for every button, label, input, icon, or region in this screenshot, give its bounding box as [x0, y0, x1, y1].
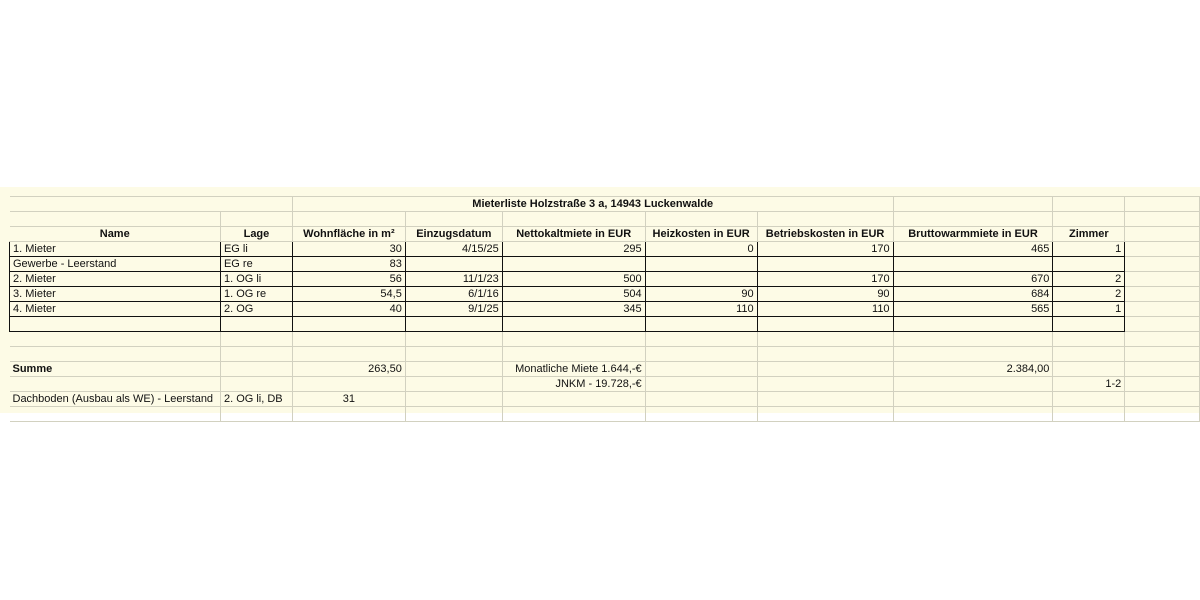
header-einzug[interactable]: Einzugsdatum	[405, 227, 502, 242]
cell-brutto[interactable]	[893, 257, 1053, 272]
summary-wohnflaeche[interactable]: 263,50	[292, 362, 405, 377]
empty-row	[10, 407, 1200, 422]
tenant-table	[9, 196, 1200, 422]
cell-netto[interactable]	[502, 257, 645, 272]
cell-wohnflaeche[interactable]: 56	[292, 272, 405, 287]
cell-einzug[interactable]: 9/1/25	[405, 302, 502, 317]
cell-name[interactable]: 4. Mieter	[10, 302, 221, 317]
cell-wohnflaeche[interactable]: 54,5	[292, 287, 405, 302]
spreadsheet-area	[0, 187, 1200, 413]
cell-einzug[interactable]	[405, 257, 502, 272]
cell-zimmer[interactable]: 1	[1053, 242, 1125, 257]
empty-row	[10, 347, 1200, 362]
cell-heiz[interactable]	[645, 272, 757, 287]
cell-einzug[interactable]: 4/15/25	[405, 242, 502, 257]
cell-zimmer[interactable]: 2	[1053, 272, 1125, 287]
sheet-title[interactable]: Mieterliste Holzstraße 3 a, 14943 Luckenwalde	[292, 197, 893, 212]
cell-betrieb[interactable]	[757, 257, 893, 272]
summary-jnkm[interactable]: JNKM - 19.728,-€	[502, 377, 645, 392]
header-brutto[interactable]: Bruttowarmmiete in EUR	[893, 227, 1053, 242]
header-zimmer[interactable]: Zimmer	[1053, 227, 1125, 242]
summary-brutto[interactable]: 2.384,00	[893, 362, 1053, 377]
cell-lage[interactable]: EG li	[220, 242, 292, 257]
cell-lage[interactable]: 1. OG re	[220, 287, 292, 302]
table-row	[10, 287, 1200, 302]
cell-netto[interactable]: 345	[502, 302, 645, 317]
cell-zimmer[interactable]	[1053, 257, 1125, 272]
title-row	[10, 197, 1200, 212]
cell-lage[interactable]: 1. OG li	[220, 272, 292, 287]
header-wohnflaeche[interactable]: Wohnfläche in m²	[292, 227, 405, 242]
cell-betrieb[interactable]: 90	[757, 287, 893, 302]
table-row	[10, 272, 1200, 287]
cell-netto[interactable]: 295	[502, 242, 645, 257]
cell-netto[interactable]: 504	[502, 287, 645, 302]
cell-name[interactable]: 3. Mieter	[10, 287, 221, 302]
table-row	[10, 317, 1200, 332]
summary-monthly-rent[interactable]: Monatliche Miete 1.644,-€	[502, 362, 645, 377]
jnkm-row	[10, 377, 1200, 392]
cell-betrieb[interactable]: 170	[757, 272, 893, 287]
empty-row	[10, 332, 1200, 347]
attic-name[interactable]: Dachboden (Ausbau als WE) - Leerstand	[10, 392, 221, 407]
cell-einzug[interactable]: 11/1/23	[405, 272, 502, 287]
empty-row	[10, 212, 1200, 227]
summary-zimmer[interactable]: 1-2	[1053, 377, 1125, 392]
cell-betrieb[interactable]: 110	[757, 302, 893, 317]
table-row	[10, 302, 1200, 317]
table-row	[10, 257, 1200, 272]
cell-einzug[interactable]: 6/1/16	[405, 287, 502, 302]
header-lage[interactable]: Lage	[220, 227, 292, 242]
cell-brutto[interactable]: 565	[893, 302, 1053, 317]
cell-name[interactable]: 1. Mieter	[10, 242, 221, 257]
attic-lage[interactable]: 2. OG li, DB	[220, 392, 292, 407]
cell-lage[interactable]: EG re	[220, 257, 292, 272]
cell-heiz[interactable]: 0	[645, 242, 757, 257]
summary-label[interactable]: Summe	[10, 362, 221, 377]
cell-netto[interactable]: 500	[502, 272, 645, 287]
cell-heiz[interactable]: 90	[645, 287, 757, 302]
cell-brutto[interactable]: 684	[893, 287, 1053, 302]
summary-row	[10, 362, 1200, 377]
header-netto[interactable]: Nettokaltmiete in EUR	[502, 227, 645, 242]
cell-name[interactable]: 2. Mieter	[10, 272, 221, 287]
attic-row	[10, 392, 1200, 407]
cell-brutto[interactable]: 465	[893, 242, 1053, 257]
table-row	[10, 242, 1200, 257]
cell-betrieb[interactable]: 170	[757, 242, 893, 257]
cell-wohnflaeche[interactable]: 30	[292, 242, 405, 257]
cell-wohnflaeche[interactable]: 40	[292, 302, 405, 317]
cell-wohnflaeche[interactable]: 83	[292, 257, 405, 272]
header-row	[10, 227, 1200, 242]
header-heiz[interactable]: Heizkosten in EUR	[645, 227, 757, 242]
cell-brutto[interactable]: 670	[893, 272, 1053, 287]
header-name[interactable]: Name	[10, 227, 221, 242]
cell-zimmer[interactable]: 1	[1053, 302, 1125, 317]
attic-wohnflaeche[interactable]: 31	[292, 392, 405, 407]
header-betrieb[interactable]: Betriebskosten in EUR	[757, 227, 893, 242]
cell-heiz[interactable]	[645, 257, 757, 272]
cell-lage[interactable]: 2. OG	[220, 302, 292, 317]
cell-heiz[interactable]: 110	[645, 302, 757, 317]
cell-zimmer[interactable]: 2	[1053, 287, 1125, 302]
cell-name[interactable]: Gewerbe - Leerstand	[10, 257, 221, 272]
